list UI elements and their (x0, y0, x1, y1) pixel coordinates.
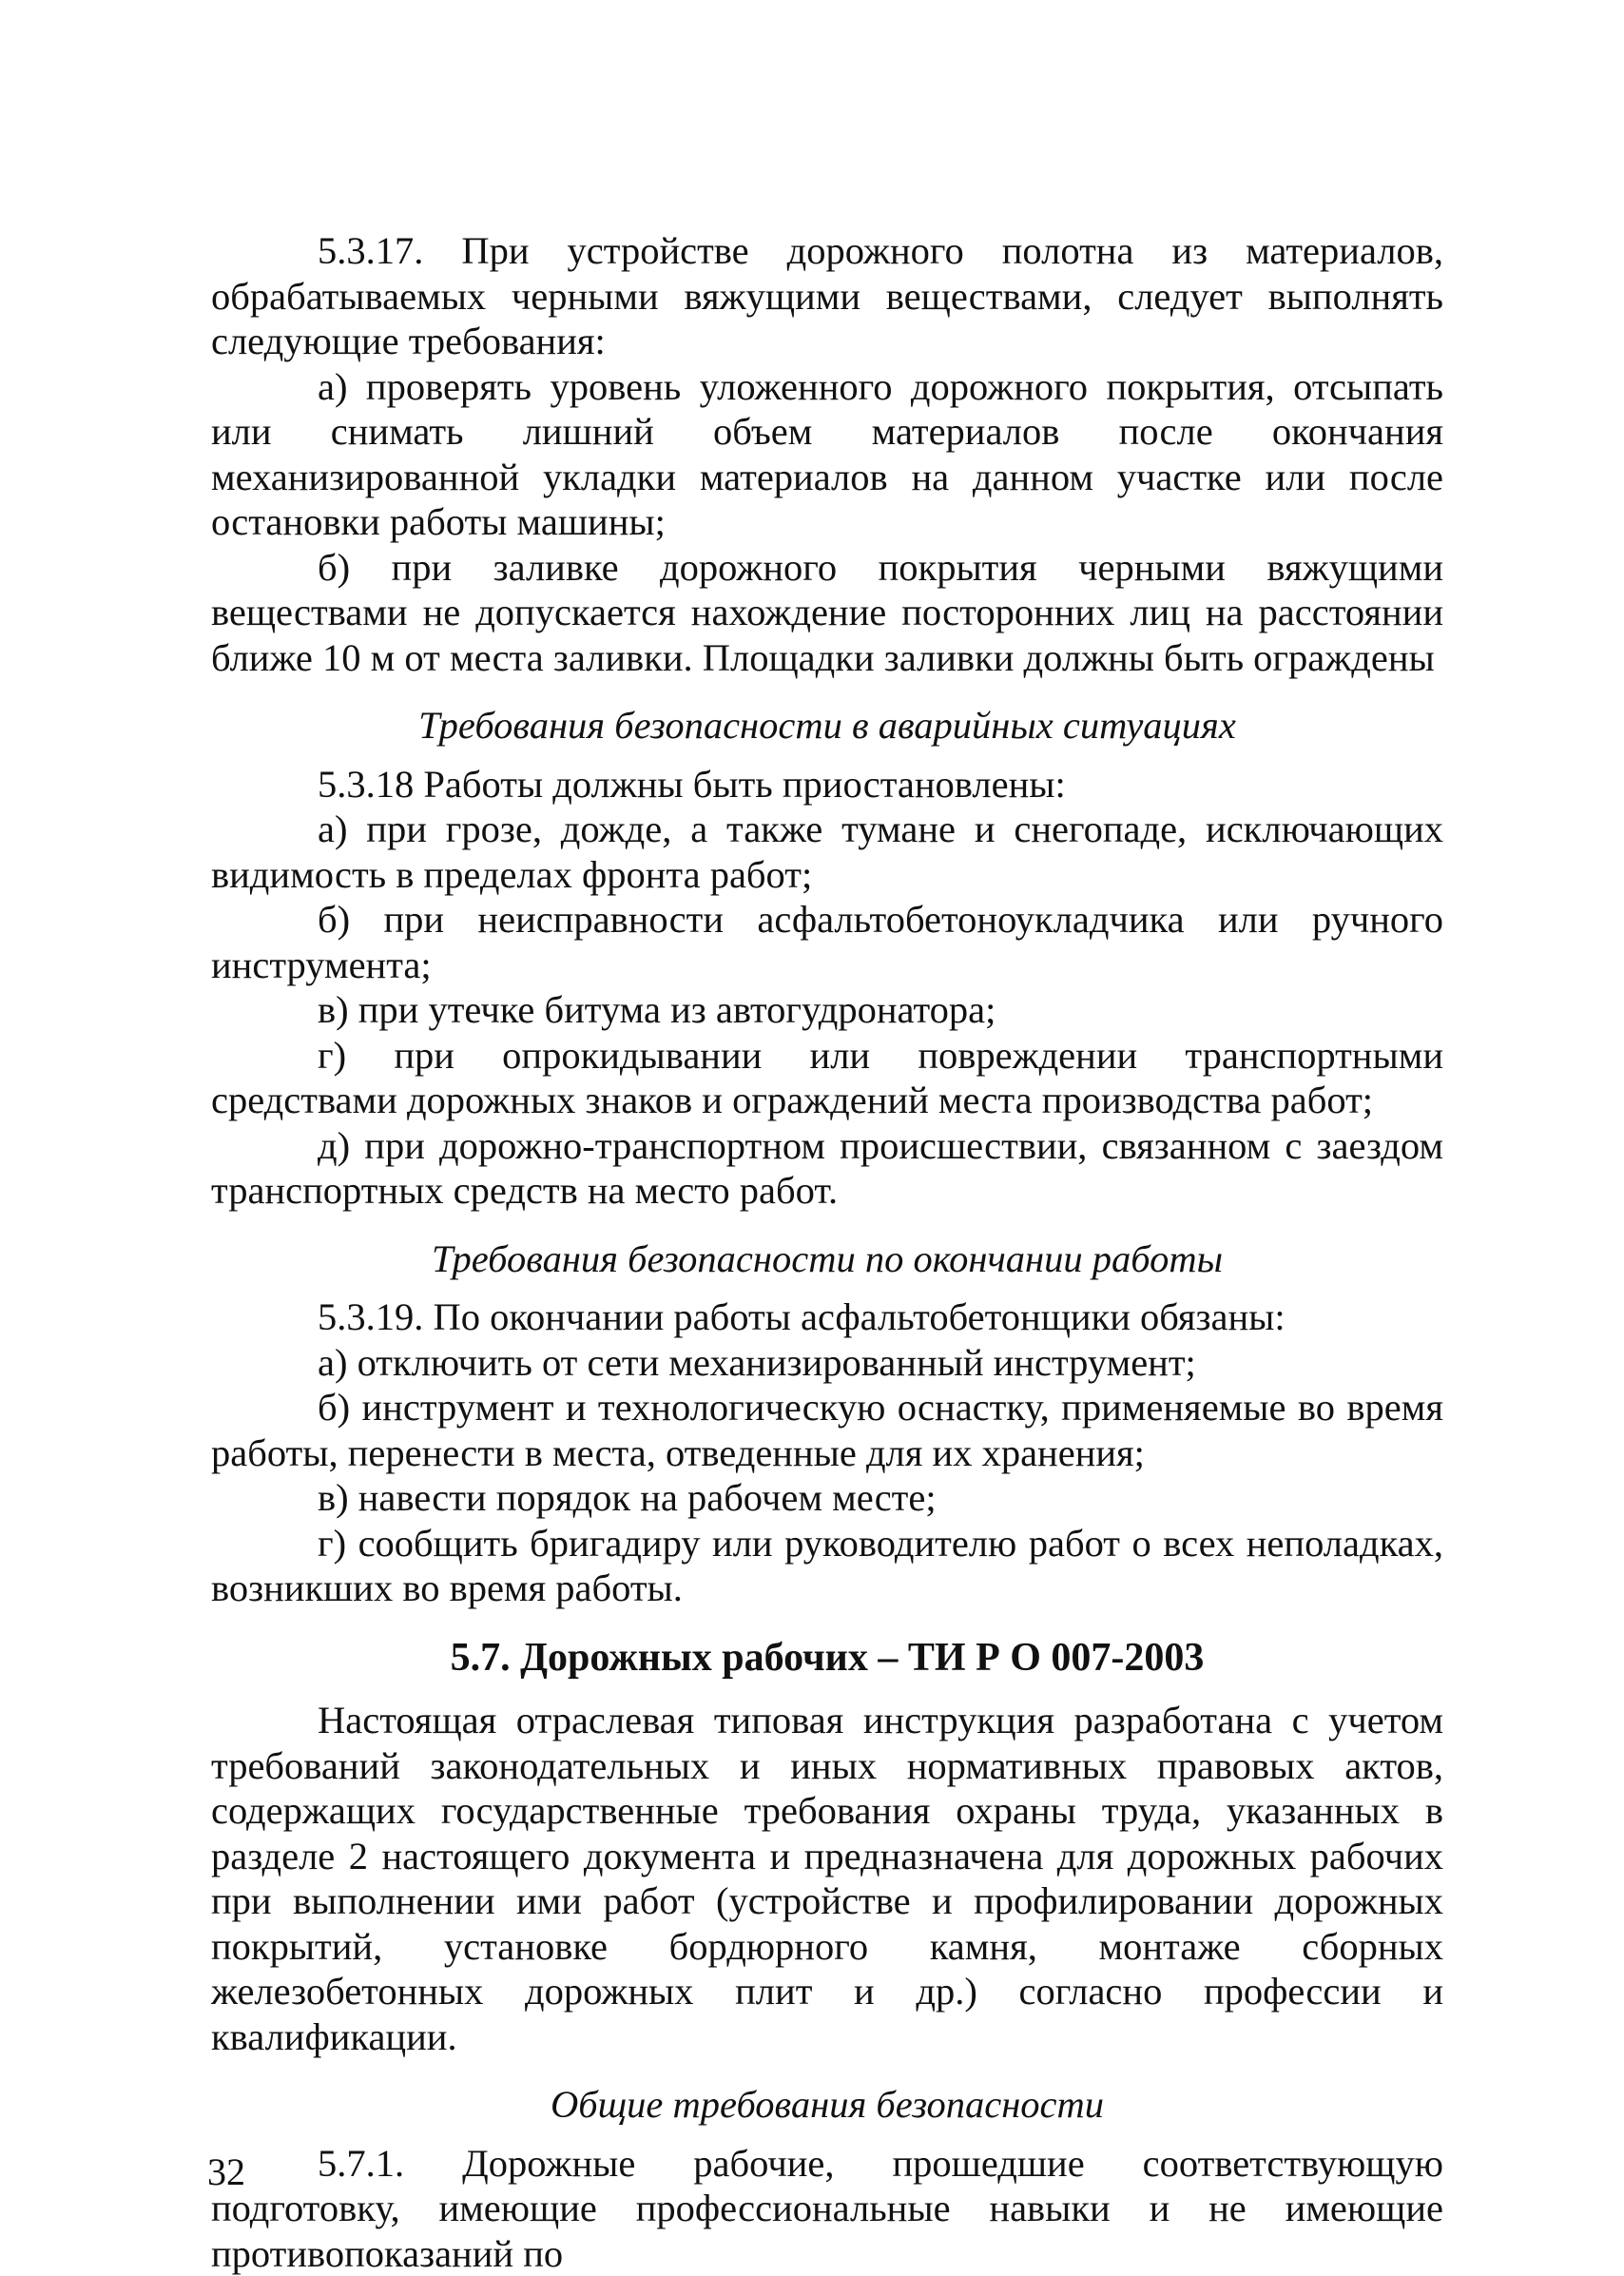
paragraph-5-3-19-a: а) отключить от сети механизированный инструмент; (211, 1340, 1443, 1386)
paragraph-5-3-17-b: б) при заливке дорожного покрытия черными вяжущими веществами не допускается нахождение посторонних лиц на расстоянии ближе 10 м от места заливки. Площадки заливки должны быть ограждены (211, 545, 1443, 681)
section-title-5-7: 5.7. Дорожных рабочих – ТИ Р О 007-2003 (211, 1636, 1443, 1682)
paragraph-5-3-18-v: в) при утечке битума из автогудронатора; (211, 987, 1443, 1033)
section-heading-general: Общие требования безопасности (211, 2082, 1443, 2128)
paragraph-5-3-19-g: г) сообщить бригадиру или руководителю работ о всех неполадках, возникших во время работы. (211, 1521, 1443, 1611)
paragraph-5-7-1: 5.7.1. Дорожные рабочие, прошедшие соответствующую подготовку, имеющие профессиональные навыки и не имеющие противопоказаний по (211, 2141, 1443, 2276)
paragraph-5-3-19: 5.3.19. По окончании работы асфальтобетонщики обязаны: (211, 1294, 1443, 1340)
paragraph-5-3-18-d: д) при дорожно-транспортном происшествии, связанном с заездом транспортных средств на место работ. (211, 1123, 1443, 1214)
paragraph-5-7-intro: Настоящая отраслевая типовая инструкция разработана с учетом требований законодательных и иных нормативных правовых актов, содержащих государственные требования охраны труда, указанных в разделе 2 настоящего документа и предназначена для дорожных рабочих при выполнении ими работ (устройстве и профилировании дорожных покрытий, установке бордюрного камня, монтаже сборных железобетонных дорожных плит и др.) согласно профессии и квалификации. (211, 1698, 1443, 2059)
paragraph-5-3-19-v: в) навести порядок на рабочем месте; (211, 1475, 1443, 1521)
paragraph-5-3-18-a: а) при грозе, дожде, а также тумане и снегопаде, исключающих видимость в пределах фронта работ; (211, 807, 1443, 897)
section-heading-end-of-work: Требования безопасности по окончании работы (211, 1236, 1443, 1282)
document-page (211, 228, 1443, 2276)
paragraph-5-3-17: 5.3.17. При устройстве дорожного полотна из материалов, обрабатываемых черными вяжущими веществами, следует выполнять следующие требования: (211, 228, 1443, 364)
paragraph-5-3-18-b: б) при неисправности асфальтобетоноукладчика или ручного инструмента; (211, 897, 1443, 987)
paragraph-5-3-19-b: б) инструмент и технологическую оснастку, применяемые во время работы, перенести в места, отведенные для их хранения; (211, 1385, 1443, 1475)
paragraph-5-3-17-a: а) проверять уровень уложенного дорожного покрытия, отсыпать или снимать лишний объем материалов после окончания механизированной укладки материалов на данном участке или после остановки работы машины; (211, 364, 1443, 545)
paragraph-5-3-18: 5.3.18 Работы должны быть приостановлены: (211, 762, 1443, 807)
paragraph-5-3-18-g: г) при опрокидывании или повреждении транспортными средствами дорожных знаков и ограждений места производства работ; (211, 1033, 1443, 1123)
section-heading-emergency: Требования безопасности в аварийных ситуациях (211, 703, 1443, 749)
page-number: 32 (207, 2150, 245, 2195)
